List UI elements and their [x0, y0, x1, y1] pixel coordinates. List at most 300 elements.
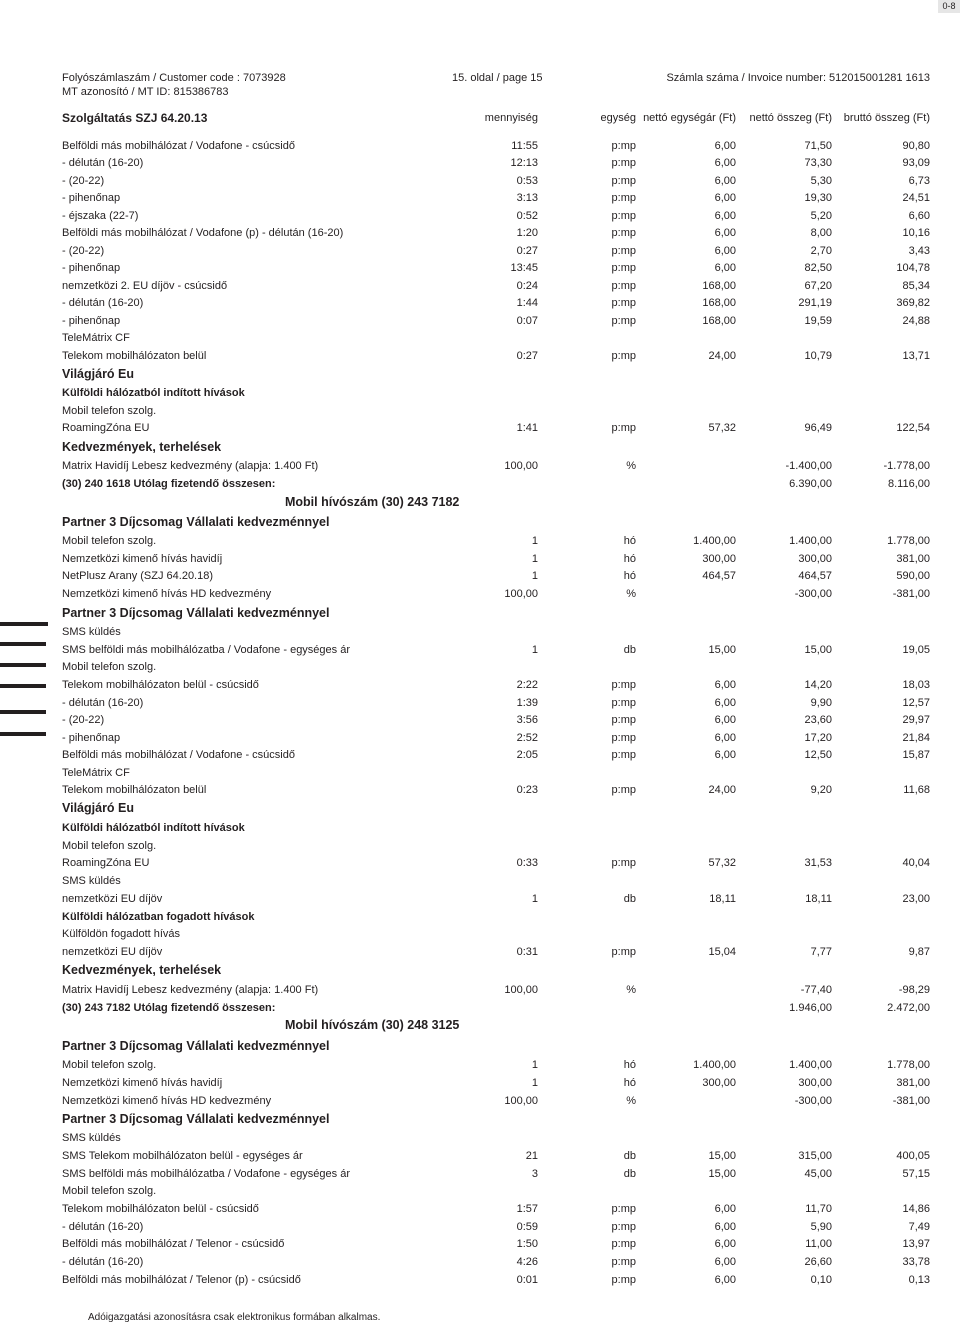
item-description: Belföldi más mobilhálózat / Telenor - csúcsidő	[62, 1238, 285, 1250]
item-unit: p:mp	[611, 1238, 636, 1250]
item-net-amount: 71,50	[804, 140, 832, 152]
item-gross-amount: -1.778,00	[883, 460, 930, 472]
item-unit-price: 15,00	[708, 1150, 736, 1162]
section-heading	[0, 1113, 960, 1128]
item-unit-price: 6,00	[714, 157, 736, 169]
item-unit: %	[626, 588, 636, 600]
item-description: Mobil telefon szolg.	[62, 405, 157, 417]
item-quantity: 100,00	[504, 460, 538, 472]
item-gross-amount: 13,71	[902, 350, 930, 362]
item-quantity: 1:57	[516, 1203, 538, 1215]
item-description: Nemzetközi kimenő hívás havidíj	[62, 553, 223, 565]
item-quantity: 12:13	[510, 157, 538, 169]
item-description: Belföldi más mobilhálózat / Telenor (p) - csúcsidő	[62, 1274, 301, 1286]
item-net-amount: 67,20	[804, 280, 832, 292]
item-unit: db	[623, 1150, 636, 1162]
item-quantity: 1	[531, 570, 538, 582]
item-description: Világjáró Eu	[62, 367, 135, 381]
item-unit-price: 464,57	[702, 570, 736, 582]
item-description: Telekom mobilhálózaton belül - csúcsidő	[62, 679, 259, 691]
item-unit-price: 168,00	[702, 315, 736, 327]
table-row	[0, 1132, 960, 1147]
item-description: nemzetközi 2. EU díjöv - csúcsidő	[62, 280, 228, 292]
service-title: Szolgáltatás SZJ 64.20.13	[62, 111, 208, 125]
item-net-amount: 23,60	[804, 714, 832, 726]
item-description: - pihenőnap	[62, 315, 121, 327]
table-row	[0, 784, 960, 799]
item-gross-amount: 2.472,00	[887, 1002, 930, 1014]
column-header-row	[0, 112, 960, 126]
column-qty: mennyiség	[484, 112, 538, 124]
item-quantity: 1:20	[516, 227, 538, 239]
table-row	[0, 644, 960, 659]
item-net-amount: 19,59	[804, 315, 832, 327]
table-row	[0, 679, 960, 694]
item-unit: p:mp	[611, 157, 636, 169]
item-quantity: 1	[531, 535, 538, 547]
item-gross-amount: 10,16	[902, 227, 930, 239]
item-net-amount: 1.400,00	[789, 1059, 832, 1071]
item-unit: p:mp	[611, 140, 636, 152]
item-unit: p:mp	[611, 1203, 636, 1215]
item-net-amount: 300,00	[798, 1077, 832, 1089]
invoice-number: Számla száma / Invoice number: 512015001281 1613	[666, 72, 930, 84]
item-unit: p:mp	[611, 227, 636, 239]
item-net-amount: 2,70	[810, 245, 832, 257]
item-net-amount: 18,11	[805, 893, 832, 905]
item-unit: p:mp	[611, 1256, 636, 1268]
item-quantity: 1	[531, 893, 538, 905]
item-description: Külföldi hálózatból indított hívások	[62, 387, 245, 399]
item-net-amount: 8,00	[810, 227, 832, 239]
item-net-amount: 464,57	[798, 570, 832, 582]
table-row	[0, 732, 960, 747]
item-net-amount: -300,00	[794, 588, 832, 600]
section-heading	[0, 1040, 960, 1055]
item-net-amount: 9,20	[810, 784, 832, 796]
item-net-amount: 300,00	[798, 553, 832, 565]
subsection-heading	[0, 822, 960, 837]
table-row	[0, 749, 960, 764]
column-gross: bruttó összeg (Ft)	[843, 112, 930, 124]
item-description: - délután (16-20)	[62, 697, 144, 709]
section-heading	[0, 964, 960, 979]
item-description: Matrix Havidíj Lebesz kedvezmény (alapja: 1.400 Ft)	[62, 460, 319, 472]
item-gross-amount: 12,57	[902, 697, 930, 709]
item-description: Partner 3 Díjcsomag Vállalati kedvezménnyel	[62, 1039, 330, 1053]
item-unit-price: 6,00	[714, 227, 736, 239]
subsection-heading	[0, 387, 960, 402]
table-row	[0, 984, 960, 999]
item-quantity: 0:33	[516, 857, 538, 869]
table-row	[0, 1059, 960, 1074]
item-quantity: 0:07	[516, 315, 538, 327]
item-gross-amount: 14,86	[902, 1203, 930, 1215]
item-description: RoamingZóna EU	[62, 857, 150, 869]
item-net-amount: 5,90	[810, 1221, 832, 1233]
item-description: nemzetközi EU díjöv	[62, 946, 163, 958]
item-quantity: 1:41	[516, 422, 538, 434]
item-unit-price: 6,00	[714, 210, 736, 222]
item-unit: p:mp	[611, 245, 636, 257]
item-quantity: 1:44	[516, 297, 538, 309]
item-description: - délután (16-20)	[62, 297, 144, 309]
section-heading	[0, 802, 960, 817]
table-row	[0, 262, 960, 277]
item-description: Belföldi más mobilhálózat / Vodafone - csúcsidő	[62, 749, 295, 761]
item-unit: p:mp	[611, 857, 636, 869]
item-net-amount: 6.390,00	[789, 478, 832, 490]
item-unit: p:mp	[611, 192, 636, 204]
table-row	[0, 714, 960, 729]
item-description: Külföldön fogadott hívás	[62, 928, 181, 940]
barcode-bar	[0, 732, 46, 736]
item-net-amount: 14,20	[804, 679, 832, 691]
item-net-amount: 0,10	[810, 1274, 832, 1286]
item-description: Partner 3 Díjcsomag Vállalati kedvezménnyel	[62, 606, 330, 620]
table-row	[0, 1095, 960, 1110]
barcode-bar	[0, 663, 46, 667]
item-gross-amount: 590,00	[896, 570, 930, 582]
table-row	[0, 928, 960, 943]
table-row	[0, 1221, 960, 1236]
item-quantity: 0:01	[516, 1274, 538, 1286]
item-description: Mobil hívószám (30) 248 3125	[285, 1018, 460, 1032]
item-unit-price: 6,00	[714, 140, 736, 152]
item-description: (30) 240 1618 Utólag fizetendő összesen:	[62, 478, 276, 490]
item-gross-amount: 33,78	[902, 1256, 930, 1268]
item-description: SMS küldés	[62, 875, 121, 887]
item-unit-price: 15,00	[708, 1168, 736, 1180]
table-row	[0, 875, 960, 890]
item-gross-amount: 24,88	[902, 315, 930, 327]
item-unit: db	[623, 644, 636, 656]
item-description: SMS belföldi más mobilhálózatba / Vodafone - egységes ár	[62, 644, 350, 656]
item-gross-amount: -381,00	[892, 1095, 930, 1107]
item-unit: %	[626, 460, 636, 472]
table-row	[0, 210, 960, 225]
item-gross-amount: 104,78	[896, 262, 930, 274]
item-unit: hó	[623, 1077, 636, 1089]
item-description: TeleMátrix CF	[62, 332, 130, 344]
item-quantity: 0:27	[516, 350, 538, 362]
item-unit-price: 1.400,00	[693, 535, 736, 547]
item-description: Telekom mobilhálózaton belül	[62, 350, 207, 362]
item-net-amount: 26,60	[804, 1256, 832, 1268]
item-unit: p:mp	[611, 1274, 636, 1286]
item-net-amount: 10,79	[804, 350, 832, 362]
item-net-amount: 1.946,00	[789, 1002, 832, 1014]
table-row	[0, 570, 960, 585]
item-quantity: 1	[531, 644, 538, 656]
item-description: Nemzetközi kimenő hívás havidíj	[62, 1077, 223, 1089]
item-gross-amount: 9,87	[908, 946, 930, 958]
table-row	[0, 553, 960, 568]
item-description: TeleMátrix CF	[62, 767, 130, 779]
item-description: Mobil telefon szolg.	[62, 1185, 157, 1197]
table-row	[0, 1185, 960, 1200]
item-unit: p:mp	[611, 714, 636, 726]
table-row	[0, 192, 960, 207]
item-description: - délután (16-20)	[62, 157, 144, 169]
item-unit-price: 168,00	[702, 280, 736, 292]
item-description: - pihenőnap	[62, 192, 121, 204]
item-net-amount: 17,20	[804, 732, 832, 744]
item-gross-amount: 381,00	[896, 553, 930, 565]
item-unit-price: 6,00	[714, 732, 736, 744]
item-net-amount: 45,00	[804, 1168, 832, 1180]
item-quantity: 100,00	[504, 984, 538, 996]
item-unit: p:mp	[611, 697, 636, 709]
item-description: Kedvezmények, terhelések	[62, 440, 222, 454]
item-unit: p:mp	[611, 732, 636, 744]
item-description: - délután (16-20)	[62, 1256, 144, 1268]
item-description: Matrix Havidíj Lebesz kedvezmény (alapja: 1.400 Ft)	[62, 984, 319, 996]
corner-tag: 0-8	[938, 0, 960, 13]
barcode-bar	[0, 684, 46, 688]
table-row	[0, 840, 960, 855]
table-row	[0, 227, 960, 242]
barcode-bar	[0, 622, 48, 626]
item-unit: db	[623, 1168, 636, 1180]
phone-number-heading	[0, 1019, 960, 1034]
item-gross-amount: 19,05	[902, 644, 930, 656]
item-description: Külföldi hálózatból indított hívások	[62, 822, 245, 834]
item-description: Partner 3 Díjcsomag Vállalati kedvezménnyel	[62, 1112, 330, 1126]
item-unit-price: 57,32	[708, 422, 736, 434]
item-unit-price: 300,00	[702, 1077, 736, 1089]
table-row	[0, 157, 960, 172]
item-unit: hó	[623, 570, 636, 582]
item-quantity: 2:05	[516, 749, 538, 761]
item-unit-price: 6,00	[714, 1221, 736, 1233]
item-gross-amount: 93,09	[902, 157, 930, 169]
column-unit-price: nettó egységár (Ft)	[643, 112, 736, 124]
item-quantity: 0:52	[516, 210, 538, 222]
subsection-heading	[0, 911, 960, 926]
table-row	[0, 175, 960, 190]
item-unit: p:mp	[611, 679, 636, 691]
item-unit: hó	[623, 1059, 636, 1071]
item-gross-amount: 85,34	[902, 280, 930, 292]
item-description: Mobil telefon szolg.	[62, 661, 157, 673]
item-description: Világjáró Eu	[62, 801, 135, 815]
item-net-amount: 1.400,00	[789, 535, 832, 547]
item-gross-amount: 90,80	[902, 140, 930, 152]
item-unit-price: 6,00	[714, 245, 736, 257]
item-quantity: 3:13	[516, 192, 538, 204]
item-unit-price: 6,00	[714, 192, 736, 204]
item-description: NetPlusz Arany (SZJ 64.20.18)	[62, 570, 214, 582]
item-gross-amount: -381,00	[892, 588, 930, 600]
item-net-amount: 73,30	[804, 157, 832, 169]
item-description: SMS küldés	[62, 626, 121, 638]
item-gross-amount: 8.116,00	[887, 478, 930, 490]
item-unit-price: 6,00	[714, 679, 736, 691]
item-unit-price: 57,32	[708, 857, 736, 869]
item-quantity: 1	[531, 553, 538, 565]
item-gross-amount: 23,00	[902, 893, 930, 905]
item-net-amount: 31,53	[804, 857, 832, 869]
item-quantity: 100,00	[504, 1095, 538, 1107]
item-quantity: 1	[531, 1077, 538, 1089]
table-row	[0, 405, 960, 420]
item-unit-price: 6,00	[714, 697, 736, 709]
item-gross-amount: 3,43	[908, 245, 930, 257]
item-unit: hó	[623, 535, 636, 547]
item-net-amount: 12,50	[804, 749, 832, 761]
item-unit: p:mp	[611, 262, 636, 274]
item-gross-amount: 13,97	[902, 1238, 930, 1250]
item-unit-price: 300,00	[702, 553, 736, 565]
table-row	[0, 350, 960, 365]
item-quantity: 4:26	[516, 1256, 538, 1268]
item-net-amount: -1.400,00	[785, 460, 832, 472]
table-row	[0, 280, 960, 295]
item-unit-price: 24,00	[708, 350, 736, 362]
item-gross-amount: 6,73	[908, 175, 930, 187]
item-description: Külföldi hálózatban fogadott hívások	[62, 911, 255, 923]
item-quantity: 0:53	[516, 175, 538, 187]
item-unit-price: 168,00	[702, 297, 736, 309]
item-net-amount: 315,00	[798, 1150, 832, 1162]
item-description: RoamingZóna EU	[62, 422, 150, 434]
item-quantity: 13:45	[510, 262, 538, 274]
item-quantity: 0:23	[516, 784, 538, 796]
item-description: - (20-22)	[62, 175, 105, 187]
item-net-amount: -300,00	[794, 1095, 832, 1107]
item-unit: p:mp	[611, 175, 636, 187]
item-net-amount: -77,40	[800, 984, 832, 996]
item-description: SMS küldés	[62, 1132, 121, 1144]
item-gross-amount: -98,29	[898, 984, 930, 996]
item-unit: p:mp	[611, 1221, 636, 1233]
table-row	[0, 588, 960, 603]
item-description: SMS Telekom mobilhálózaton belül - egységes ár	[62, 1150, 303, 1162]
item-unit-price: 6,00	[714, 175, 736, 187]
item-description: (30) 243 7182 Utólag fizetendő összesen:	[62, 1002, 276, 1014]
item-unit: db	[623, 893, 636, 905]
item-unit-price: 6,00	[714, 262, 736, 274]
table-row	[0, 893, 960, 908]
item-description: Belföldi más mobilhálózat / Vodafone - csúcsidő	[62, 140, 295, 152]
item-description: SMS belföldi más mobilhálózatba / Vodafone - egységes ár	[62, 1168, 350, 1180]
item-quantity: 0:27	[516, 245, 538, 257]
item-gross-amount: 15,87	[902, 749, 930, 761]
page-number: 15. oldal / page 15	[452, 72, 543, 84]
item-quantity: 1	[531, 1059, 538, 1071]
tax-id: MT azonosító / MT ID: 815386783	[62, 86, 229, 98]
item-quantity: 3	[531, 1168, 538, 1180]
item-net-amount: 96,49	[804, 422, 832, 434]
table-row	[0, 1168, 960, 1183]
table-row	[0, 297, 960, 312]
table-row	[0, 422, 960, 437]
item-unit-price: 15,04	[708, 946, 736, 958]
item-description: Telekom mobilhálózaton belül	[62, 784, 207, 796]
item-quantity: 1:39	[516, 697, 538, 709]
table-row	[0, 1077, 960, 1092]
table-row	[0, 697, 960, 712]
column-net: nettó összeg (Ft)	[749, 112, 832, 124]
item-unit: p:mp	[611, 946, 636, 958]
table-row	[0, 857, 960, 872]
item-gross-amount: 18,03	[902, 679, 930, 691]
item-description: - éjszaka (22-7)	[62, 210, 139, 222]
item-net-amount: 15,00	[804, 644, 832, 656]
item-unit: p:mp	[611, 280, 636, 292]
section-heading	[0, 368, 960, 383]
item-unit: hó	[623, 553, 636, 565]
item-unit-price: 6,00	[714, 1203, 736, 1215]
item-net-amount: 82,50	[804, 262, 832, 274]
item-quantity: 100,00	[504, 588, 538, 600]
item-quantity: 0:31	[516, 946, 538, 958]
item-quantity: 21	[525, 1150, 538, 1162]
item-gross-amount: 11,68	[903, 784, 930, 796]
item-gross-amount: 7,49	[908, 1221, 930, 1233]
item-net-amount: 11,70	[805, 1203, 832, 1215]
item-gross-amount: 0,13	[908, 1274, 930, 1286]
item-gross-amount: 1.778,00	[887, 1059, 930, 1071]
item-quantity: 11:55	[511, 140, 538, 152]
table-row	[0, 946, 960, 961]
footer-note: Adóigazgatási azonosításra csak elektronikus formában alkalmas.	[88, 1312, 381, 1323]
table-row	[0, 535, 960, 550]
item-gross-amount: 40,04	[902, 857, 930, 869]
item-description: Nemzetközi kimenő hívás HD kedvezmény	[62, 588, 272, 600]
section-heading	[0, 441, 960, 456]
item-unit-price: 6,00	[714, 749, 736, 761]
item-gross-amount: 29,97	[902, 714, 930, 726]
barcode-bar	[0, 642, 46, 646]
item-unit: p:mp	[611, 350, 636, 362]
item-gross-amount: 1.778,00	[887, 535, 930, 547]
table-row	[0, 767, 960, 782]
item-unit: p:mp	[611, 422, 636, 434]
table-row	[0, 245, 960, 260]
table-row	[0, 1150, 960, 1165]
item-quantity: 2:22	[516, 679, 538, 691]
item-description: - délután (16-20)	[62, 1221, 144, 1233]
item-unit: %	[626, 984, 636, 996]
item-unit: %	[626, 1095, 636, 1107]
table-row	[0, 1274, 960, 1289]
table-row	[0, 1203, 960, 1218]
item-gross-amount: 21,84	[902, 732, 930, 744]
item-net-amount: 19,30	[804, 192, 832, 204]
item-description: Partner 3 Díjcsomag Vállalati kedvezménnyel	[62, 515, 330, 529]
item-description: Kedvezmények, terhelések	[62, 963, 222, 977]
item-gross-amount: 381,00	[896, 1077, 930, 1089]
item-gross-amount: 24,51	[902, 192, 930, 204]
item-net-amount: 7,77	[810, 946, 832, 958]
table-row	[0, 1256, 960, 1271]
item-net-amount: 9,90	[810, 697, 832, 709]
table-row	[0, 140, 960, 155]
item-description: Mobil telefon szolg.	[62, 840, 157, 852]
item-description: - (20-22)	[62, 714, 105, 726]
item-unit-price: 24,00	[708, 784, 736, 796]
table-row	[0, 332, 960, 347]
table-row	[0, 626, 960, 641]
item-unit-price: 6,00	[714, 1256, 736, 1268]
item-net-amount: 5,30	[810, 175, 832, 187]
item-description: - pihenőnap	[62, 732, 121, 744]
item-unit: p:mp	[611, 297, 636, 309]
item-gross-amount: 122,54	[896, 422, 930, 434]
item-net-amount: 291,19	[798, 297, 832, 309]
